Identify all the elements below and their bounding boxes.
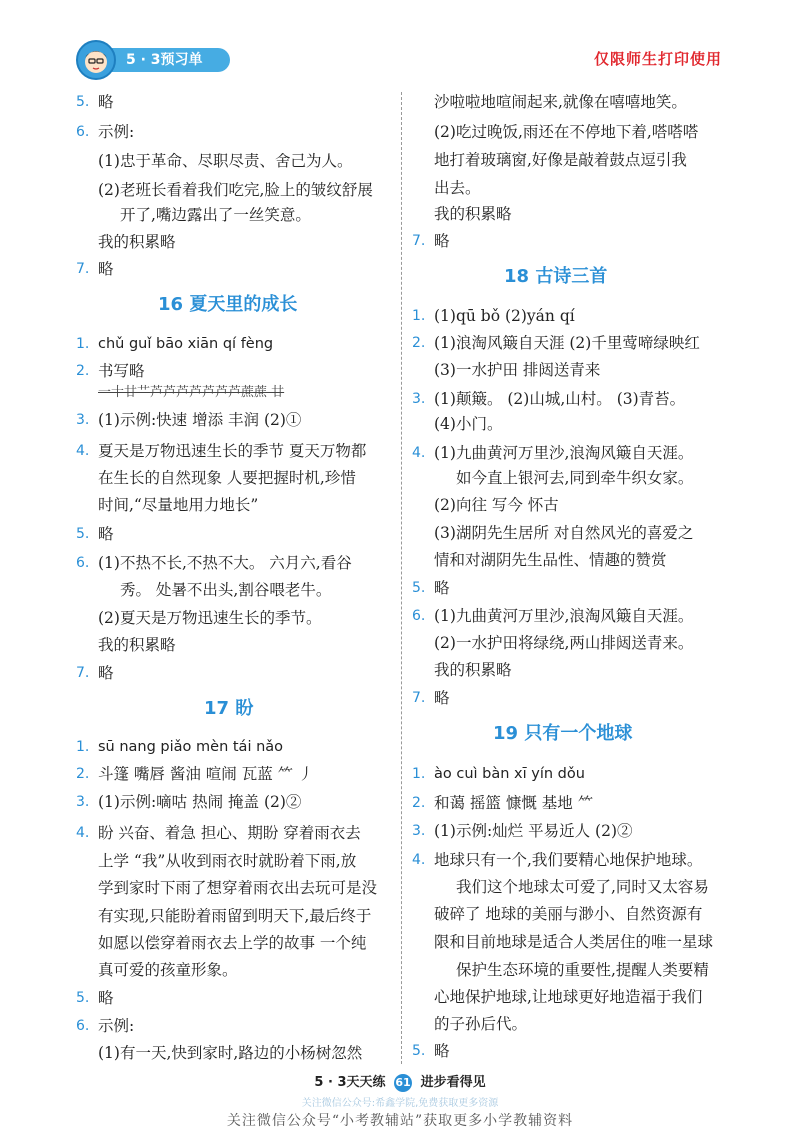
page-number: 61 bbox=[394, 1074, 412, 1092]
answer-line: 略 bbox=[434, 1042, 450, 1060]
answer-line: 我的积累略 bbox=[434, 205, 512, 223]
answer-line: (1)示例:嘀咕 热闹 掩盖 (2)② bbox=[98, 793, 302, 811]
answer-line: 略 bbox=[98, 989, 114, 1007]
answer-line: 地球只有一个,我们要精心地保护地球。 bbox=[434, 851, 703, 869]
answer-line: chǔ guǐ bāo xiān qí fèng bbox=[98, 336, 274, 352]
item-number: 6. bbox=[412, 608, 426, 624]
item-number: 1. bbox=[412, 308, 426, 324]
answer-line: sū nang piǎo mèn tái nǎo bbox=[98, 739, 284, 755]
item-number: 5. bbox=[412, 1043, 426, 1059]
answer-line: 如今直上银河去,同到牵牛织女家。 bbox=[456, 469, 694, 487]
answer-line: (1)不热不长,不热不大。 六月六,看谷 bbox=[98, 554, 352, 572]
watermark-main: 关注微信公众号“小考教辅站”获取更多小学教辅资料 bbox=[226, 1113, 574, 1129]
answer-line: 破碎了 地球的美丽与渺小、自然资源有 bbox=[434, 905, 703, 923]
answer-line: 略 bbox=[434, 579, 450, 597]
item-number: 5. bbox=[412, 580, 426, 596]
answer-line: (1)九曲黄河万里沙,浪淘风簸自天涯。 bbox=[434, 607, 694, 625]
watermark-small: 关注微信公众号:希鑫学院,免费获取更多资源 bbox=[301, 1098, 499, 1109]
answer-line: (2)一水护田将绿绕,两山排闼送青来。 bbox=[434, 634, 694, 652]
answer-line: 略 bbox=[98, 260, 114, 278]
answer-line: 时间,“尽量地用力地长” bbox=[98, 496, 259, 514]
item-number: 5. bbox=[76, 94, 90, 110]
badge-label: 5 · 3预习单 bbox=[100, 48, 230, 72]
answer-line: (1)qū bǒ (2)yán qí bbox=[434, 307, 575, 325]
item-number: 1. bbox=[76, 336, 90, 352]
footer-brand: 5 · 3天天练 bbox=[314, 1075, 386, 1090]
item-number: 3. bbox=[412, 823, 426, 839]
answer-line: (2)夏天是万物迅速生长的季节。 bbox=[98, 609, 322, 627]
answer-line: 心地保护地球,让地球更好地造福于我们 bbox=[434, 988, 703, 1006]
answer-line: 保护生态环境的重要性,提醒人类要精 bbox=[456, 961, 709, 979]
answer-line: 出去。 bbox=[434, 179, 481, 197]
answer-line: 沙啦啦地喧闹起来,就像在嘻嘻地笑。 bbox=[434, 93, 687, 111]
answer-line: (1)浪淘风簸自天涯 (2)千里莺啼绿映红 bbox=[434, 334, 700, 352]
item-number: 3. bbox=[76, 412, 90, 428]
answer-line: (1)示例:灿烂 平易近人 (2)② bbox=[434, 822, 633, 840]
answer-line: (2)吃过晚饭,雨还在不停地下着,嗒嗒嗒 bbox=[434, 123, 699, 141]
item-number: 1. bbox=[412, 766, 426, 782]
answer-line: 我的积累略 bbox=[434, 661, 512, 679]
item-number: 2. bbox=[412, 795, 426, 811]
answer-line: 略 bbox=[98, 664, 114, 682]
answer-line: 的子孙后代。 bbox=[434, 1015, 528, 1033]
answer-line: 斗篷 嘴唇 酱油 喧闹 瓦蓝 ⺮ 丿 bbox=[98, 765, 314, 783]
item-number: 3. bbox=[76, 794, 90, 810]
column-divider bbox=[401, 92, 402, 1064]
item-number: 5. bbox=[76, 526, 90, 542]
answer-line: 和蔼 摇篮 慷慨 基地 ⺮ bbox=[434, 794, 594, 812]
answer-line: (2)老班长看着我们吃完,脸上的皱纹舒展 bbox=[98, 181, 373, 199]
item-number: 2. bbox=[76, 363, 90, 379]
answer-line: (1)九曲黄河万里沙,浪淘风簸自天涯。 bbox=[434, 444, 694, 462]
item-number: 7. bbox=[76, 261, 90, 277]
item-number: 5. bbox=[76, 990, 90, 1006]
item-number: 6. bbox=[76, 124, 90, 140]
answer-line: 学到家时下雨了想穿着雨衣出去玩可是没 bbox=[98, 879, 378, 897]
item-number: 4. bbox=[76, 825, 90, 841]
item-number: 6. bbox=[76, 555, 90, 571]
answer-line: ào cuì bàn xī yín dǒu bbox=[434, 766, 585, 782]
item-number: 4. bbox=[76, 443, 90, 459]
answer-line: 示例: bbox=[98, 123, 135, 141]
answer-line: 示例: bbox=[98, 1017, 135, 1035]
item-number: 3. bbox=[412, 391, 426, 407]
item-number: 2. bbox=[76, 766, 90, 782]
answer-line: 夏天是万物迅速生长的季节 夏天万物都 bbox=[98, 442, 367, 460]
answer-line: 略 bbox=[434, 232, 450, 250]
answer-line: 真可爱的孩童形象。 bbox=[98, 961, 238, 979]
footer-slogan: 进步看得见 bbox=[420, 1075, 486, 1090]
section-title: 16 夏天里的成长 bbox=[158, 294, 298, 315]
answer-line: 如愿以偿穿着雨衣去上学的故事 一个纯 bbox=[98, 934, 367, 952]
answer-line: 略 bbox=[434, 689, 450, 707]
answer-line: (1)忠于革命、尽职尽责、舍己为人。 bbox=[98, 152, 353, 170]
section-title: 19 只有一个地球 bbox=[493, 723, 633, 744]
answer-line: 略 bbox=[98, 93, 114, 111]
item-number: 7. bbox=[412, 233, 426, 249]
item-number: 4. bbox=[412, 852, 426, 868]
print-notice: 仅限师生打印使用 bbox=[593, 50, 722, 68]
answer-line: 书写略 bbox=[98, 362, 145, 380]
answer-line: (3)湖阴先生居所 对自然风光的喜爱之 bbox=[434, 524, 694, 542]
answer-line: 限和目前地球是适合人类居住的唯一星球 bbox=[434, 933, 714, 951]
answer-line: 地打着玻璃窗,好像是敲着鼓点逗引我 bbox=[434, 151, 687, 169]
item-number: 7. bbox=[76, 665, 90, 681]
answer-line: (1)有一天,快到家时,路边的小杨树忽然 bbox=[98, 1044, 363, 1062]
page-footer bbox=[0, 1071, 800, 1092]
answer-line: 开了,嘴边露出了一丝笑意。 bbox=[120, 206, 311, 224]
answer-line: (1)颠簸。 (2)山城,山村。 (3)青苔。 bbox=[434, 390, 686, 408]
answer-line: (4)小门。 bbox=[434, 415, 503, 433]
item-number: 6. bbox=[76, 1018, 90, 1034]
mascot-icon bbox=[76, 40, 116, 80]
answer-line: 我们这个地球太可爱了,同时又太容易 bbox=[456, 878, 709, 896]
answer-line: 盼 兴奋、着急 担心、期盼 穿着雨衣去 bbox=[98, 824, 361, 842]
item-number: 2. bbox=[412, 335, 426, 351]
section-title: 18 古诗三首 bbox=[504, 266, 608, 287]
stroke-order-line: 一十廿艹芦芦芦芦芦芦芦蔗蔗 廿 bbox=[98, 385, 285, 400]
answer-line: (1)示例:快速 增添 丰润 (2)① bbox=[98, 411, 302, 429]
answer-line: 有实现,只能盼着雨留到明天下,最后终于 bbox=[98, 907, 372, 925]
item-number: 7. bbox=[412, 690, 426, 706]
answer-line: 在生长的自然现象 人要把握时机,珍惜 bbox=[98, 469, 356, 487]
section-title: 17 盼 bbox=[204, 698, 254, 719]
answer-line: (3)一水护田 排闼送青来 bbox=[434, 361, 601, 379]
answer-line: 我的积累略 bbox=[98, 233, 176, 251]
answer-line: 上学 “我”从收到雨衣时就盼着下雨,放 bbox=[98, 852, 357, 870]
answer-line: 秀。 处暑不出头,割谷喂老牛。 bbox=[120, 581, 332, 599]
answer-line: 略 bbox=[98, 525, 114, 543]
item-number: 1. bbox=[76, 739, 90, 755]
answer-line: 我的积累略 bbox=[98, 636, 176, 654]
item-number: 4. bbox=[412, 445, 426, 461]
answer-line: 情和对湖阴先生品性、情趣的赞赏 bbox=[434, 551, 667, 569]
answer-line: (2)向往 写今 怀古 bbox=[434, 496, 559, 514]
